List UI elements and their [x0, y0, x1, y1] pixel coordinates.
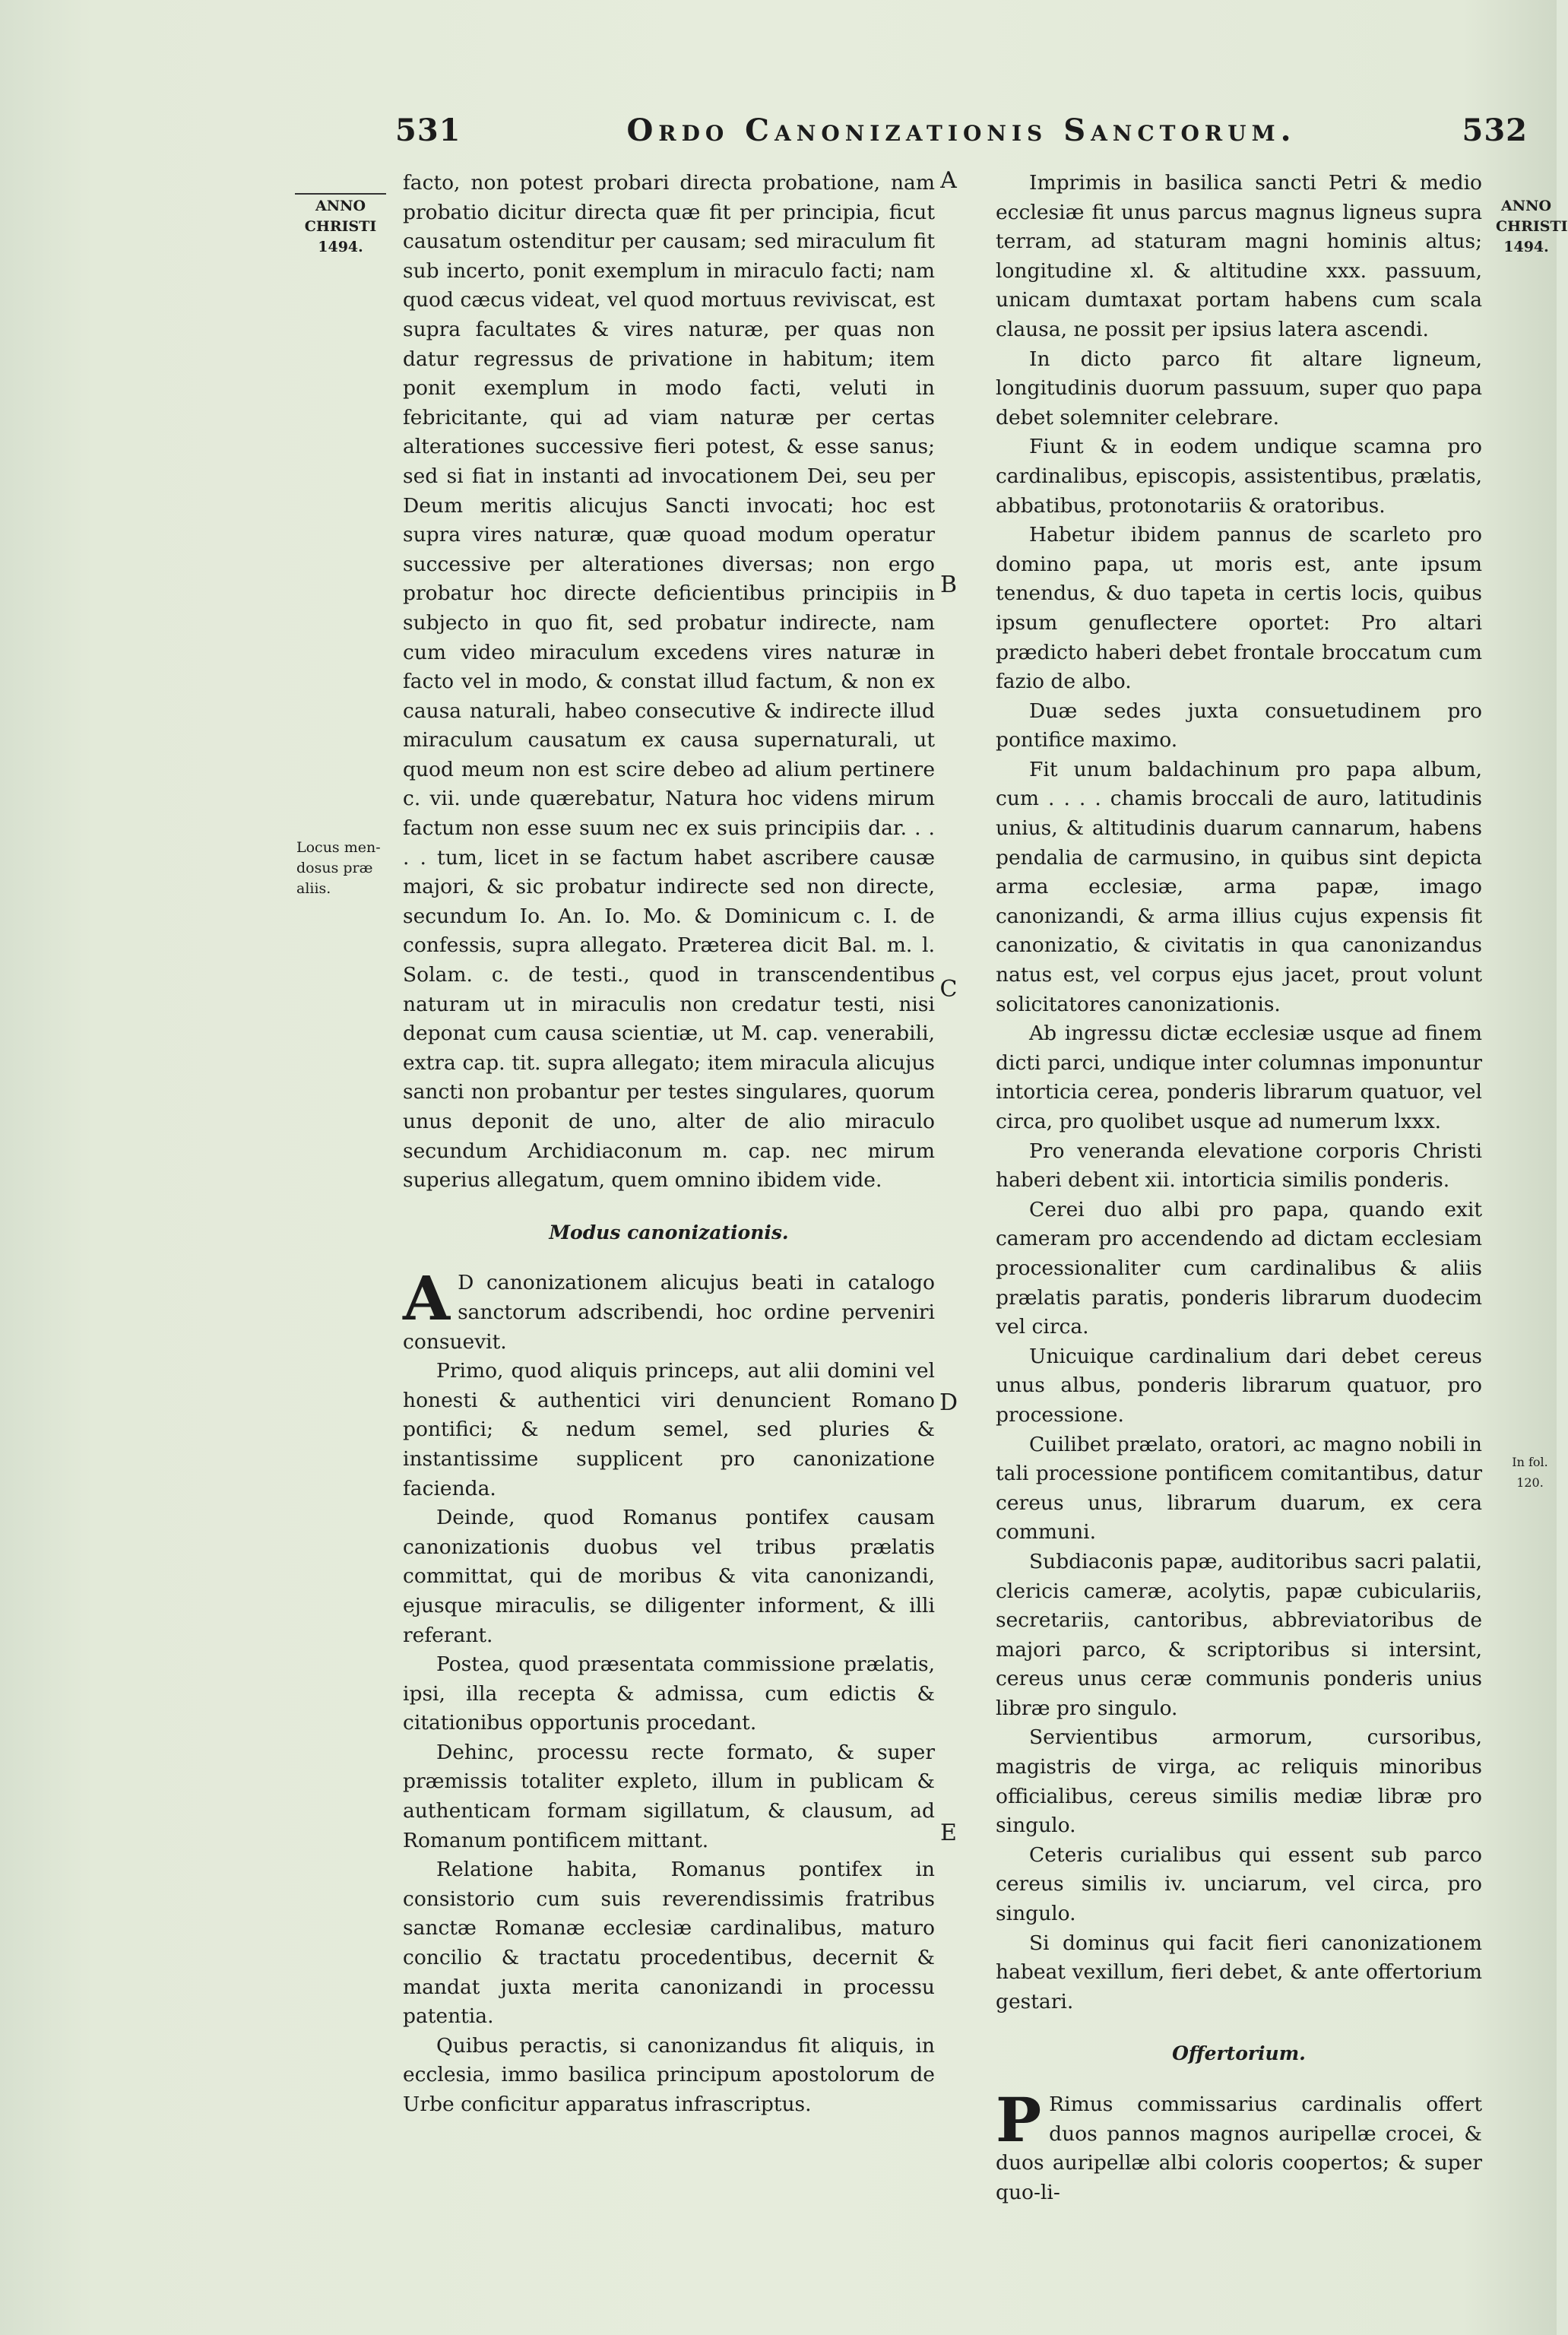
right-column	[996, 169, 1482, 2207]
paragraph: Cerei duo albi pro papa, quando exit cameram pro accendendo ad dictam ecclesiam processionaliter cum cardinalibus & aliis prælatis paratis, ponderis librarum duodecim vel circa.	[996, 1197, 1482, 1339]
drop-capital: P	[996, 2084, 1042, 2156]
paragraph: Imprimis in basilica sancti Petri & medio ecclesiæ fit unus parcus magnus ligneus supra terram, ad staturam magni hominis altus; longitudine xl. & altitudine xxx. passuum, unicam dumtaxat portam habens cum scala clausa, ne possit per ipsius latera ascendi.	[996, 171, 1482, 341]
paragraph: Fit unum baldachinum pro papa album, cum . . . . chamis broccali de auro, latitudinis unius, & altitudinis duarum cannarum, habens pendalia de carmusino, in quibus sint depicta arma ecclesiæ, arma papæ, imago canonizandi, & arma illius cujus expensis fit canonizatio, & civitatis in qua canonizandus natus est, vel corpus ejus jacet, prout volunt solicitatores canonizationis.	[996, 757, 1482, 1016]
section-letter-C: C	[939, 976, 958, 1003]
paragraph: Quibus peractis, si canonizandus fit aliquis, in ecclesia, immo basilica principum apostolorum de Urbe conficitur apparatus infrascriptus.	[403, 2033, 935, 2116]
page-number-left: 531	[395, 112, 461, 148]
side-note-line: Locus men-	[296, 839, 381, 856]
running-header	[395, 112, 1528, 166]
paragraph: Habetur ibidem pannus de scarleto pro domino papa, ut moris est, ante ipsum tenendus, & duo tapeta in certis locis, quibus ipsum genuflectere oportet: Pro altari prædicto haberi debet frontale broccatum cum fazio de albo.	[996, 523, 1482, 694]
section-title-offertorium: Offertorium.	[1172, 2042, 1306, 2065]
paragraph: Fiunt & in eodem undique scamna pro cardinalibus, episcopis, assistentibus, prælatis, abbatibus, protonotariis & oratoribus.	[996, 435, 1482, 518]
paragraph: In dicto parco fit altare ligneum, longitudinis duorum passuum, super quo papa debet solemniter celebrare.	[996, 347, 1482, 429]
side-note-line: aliis.	[296, 880, 331, 897]
margin-year-left-line: ANNO	[315, 198, 366, 214]
paragraph: Relatione habita, Romanus pontifex in consistorio cum suis reverendissimis fratribus sanctæ Romanæ ecclesiæ cardinalibus, maturo concilio & tractatu procedentibus, decernit & mandat juxta merita canonizandi in processu patentia.	[403, 1858, 935, 2029]
paragraph: Primo, quod aliquis princeps, aut alii domini vel honesti & authentici viri denuncient Romano pontifici; & nedum semel, sed pluries & instantissime supplicent pro canonizatione facienda.	[403, 1359, 935, 1500]
margin-year-right-line: ANNO	[1500, 198, 1552, 214]
drop-capital: A	[403, 1263, 451, 1335]
paragraph: Ab ingressu dictæ ecclesiæ usque ad finem dicti parci, undique inter columnas imponuntur intorticia cerea, ponderis librarum quatuor, vel circa, pro quolibet usque ad numerum lxxx.	[996, 1022, 1482, 1133]
first-paragraph	[403, 1263, 935, 1357]
margin-year-left	[295, 196, 386, 258]
left-column	[403, 169, 935, 2120]
margin-side-note	[296, 838, 388, 899]
section-letter-A: A	[940, 167, 957, 194]
margin-rule	[295, 193, 386, 195]
paragraph: Pro veneranda elevatione corporis Christi haberi debent xii. intorticia similis ponderis.	[996, 1139, 1482, 1193]
section-letter-E: E	[940, 1820, 957, 1846]
paragraph: Cuilibet prælato, oratori, ac magno nobili in tali processione pontificem comitantibus, datur cereus unus, librarum duarum, ex cera communi.	[996, 1432, 1482, 1545]
margin-year-left-line: 1494.	[318, 239, 363, 255]
margin-year-right	[1496, 196, 1568, 258]
opening-paragraph: facto, non potest probari directa probatione, nam probatio dicitur directa quæ fit per principia, ficut causatum ostenditur per causam; sed miraculum fit sub incerto, ponit exemplum in miraculo facti; nam quod cæcus videat, vel quod mortuus reviviscat, est supra facultates & vires naturæ, per quas non datur regressus de privatione in habitum; item ponit exemplum in modo facti, veluti in febricitante, qui ad viam naturæ per certas alterationes successive fieri potest, & esse sanus; sed si fiat in instanti ad invocationem Dei, seu per Deum meritis alicujus Sancti invocati; hoc est supra vires naturæ, quæ quoad modum operatur successive per alterationes diversas; non ergo probatur hoc directe deficientibus principiis in subjecto in quo fit, sed probatur indirecte, nam cum video miraculum excedens vires naturæ in facto vel in modo, & constat illud factum, & non ex causa naturali, habeo consecutive & indirecte illud miraculum causatum ex causa supernaturali, ut quod meum non est scire debeo ad alium pertinere c. vii. unde quærebatur, Natura hoc videns mirum factum non esse suum nec ex suis principiis dar. . . . . tum, licet in se factum habet ascribere causæ majori, & sic probatur indirecte sed non directe, secundum Io. An. Io. Mo. & Dominicum c. I. de confessis, supra allegato. Præterea dicit Bal. m. l. Solam. c. de testi., quod in transcendentibus naturam ut in miraculis non credatur testi, nisi deponat cum causa scientiæ, ut M. cap. venerabili, extra cap. tit. supra allegato; item miracula alicujus sancti non probantur per testes singulares, quorum unus deponit de uno, alter de alio miraculo secundum Archidiaconum m. cap. nec mirum superius allegatum, quem omnino ibidem vide.	[403, 171, 935, 1193]
paragraph: Deinde, quod Romanus pontifex causam canonizationis duobus vel tribus prælatis committat, qui de moribus & vita canonizandi, ejusque miraculis, se diligenter informent, & illi referant.	[403, 1506, 935, 1647]
side-note-line: dosus præ	[296, 860, 373, 876]
section-title-modus: Modus canonizationis.	[549, 1221, 789, 1244]
paragraph: Si dominus qui facit fieri canonizationem habeat vexillum, fieri debet, & ante offertorium gestari.	[996, 1931, 1482, 2013]
final-paragraph	[996, 2084, 1482, 2207]
paragraph: Ceteris curialibus qui essent sub parco cereus similis iv. unciarum, vel circa, pro singulo.	[996, 1842, 1482, 1926]
running-title: Ordo Canonizationis Sanctorum.	[626, 112, 1297, 148]
final-paragraph-text: Rimus commissarius cardinalis offert duos pannos magnos auripellæ crocei, & duos auripellæ albi coloris coopertos; & super quo-li-	[996, 2093, 1482, 2204]
paragraph: Duæ sedes juxta consuetudinem pro pontifice maximo.	[996, 699, 1482, 752]
margin-reference-note: In fol. 120.	[1512, 1455, 1548, 1490]
paragraph: Unicuique cardinalium dari debet cereus unus albus, ponderis librarum quatuor, pro processione.	[996, 1344, 1482, 1427]
paragraph: Servientibus armorum, cursoribus, magistris de virga, ac reliquis minoribus officialibus, cereus similis mediæ libræ pro singulo.	[996, 1725, 1482, 1838]
paragraph: Postea, quod præsentata commissione prælatis, ipsi, illa recepta & admissa, cum edictis & citationibus opportunis procedant.	[403, 1652, 935, 1735]
margin-year-right-line: CHRISTI	[1496, 218, 1568, 235]
paragraph: Subdiaconis papæ, auditoribus sacri palatii, clericis cameræ, acolytis, papæ cubiculariis, secretariis, cantoribus, abbreviatoribus de majori parco, & scriptoribus si intersint, cereus unus ceræ communis ponderis unius libræ pro singulo.	[996, 1549, 1482, 1720]
first-paragraph-text: D canonizationem alicujus beati in catalogo sanctorum adscribendi, hoc ordine perveniri consuevit.	[403, 1271, 935, 1354]
section-letter-D: D	[939, 1389, 958, 1416]
margin-year-left-line: CHRISTI	[304, 218, 377, 235]
section-letter-B: B	[939, 572, 958, 598]
paragraph: Dehinc, processu recte formato, & super præmissis totaliter expleto, illum in publicam & authenticam formam sigillatum, & clausum, ad Romanum pontificem mittant.	[403, 1740, 935, 1852]
page-number-right: 532	[1462, 112, 1528, 148]
margin-year-right-line: 1494.	[1503, 239, 1549, 255]
